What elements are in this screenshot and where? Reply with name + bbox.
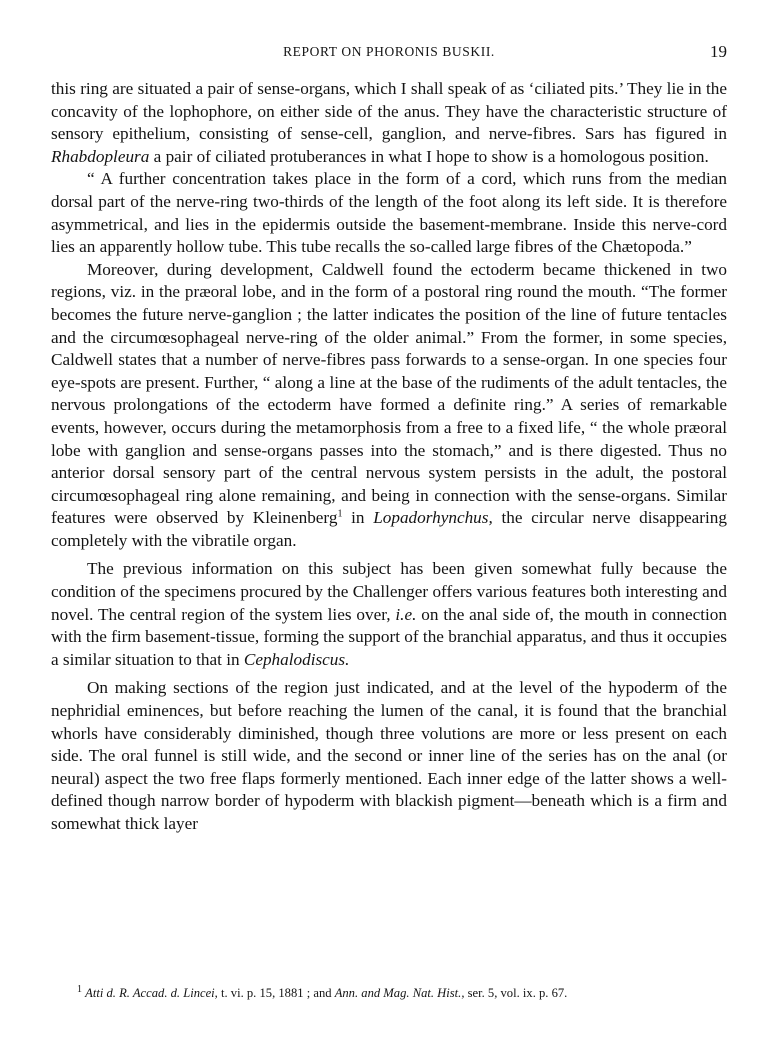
paragraph-4: The previous information on this subject has been given somewhat fully because the condition of the specimens procured by the Challenger offers various features both interesting and novel. The central region of the system lies over, i.e. on the anal side of, the mouth in connection with the firm basement-tissue, forming the support of the branchial apparatus, and thus it occupies a similar situation to that in Cephalodiscus. (51, 559, 727, 669)
paragraph-1: this ring are situated a pair of sense-organs, which I shall speak of as ‘ciliated pits.’ They lie in the concavity of the lophophore, on either side of the anus. They have the characteristic structure of sensory epithelium, consisting of sense-cell, ganglion, and nerve-fibres. Sars has figured in Rhabdopleura a pair of ciliated protuberances in what I hope to show is a homologous position. (51, 79, 727, 166)
paragraph-2: “ A further concentration takes place in the form of a cord, which runs from the median dorsal part of the nerve-ring two-thirds of the length of the foot along its left side. It is therefore asymmetrical, and lies in the epidermis outside the basement-membrane. Inside this nerve-cord lies an apparently hollow tube. This tube recalls the so-called large fibres of the Chætopoda.” (51, 169, 727, 257)
page (51, 38, 727, 1000)
body-text (51, 78, 727, 836)
footnote-ref: 1 (337, 508, 343, 520)
running-title: REPORT ON PHORONIS BUSKII. (283, 44, 495, 59)
page-number: 19 (710, 42, 727, 61)
paragraph-3: Moreover, during development, Caldwell found the ectoderm became thickened in two regions, viz. in the præoral lobe, and in the form of a postoral ring round the mouth. “The former becomes the future nerve-ganglion ; the latter indicates the position of the line of future tentacles and the circumœsophageal nerve-ring of the older animal.” From the former, in some species, Caldwell states that a number of nerve-fibres pass forwards to a sense-organ. In one species four eye-spots are present. Further, “ along a line at the base of the rudiments of the adult tentacles, the nervous prolongations of the ectoderm have formed a definite ring.” A series of remarkable events, however, occurs during the metamorphosis from a free to a fixed life, “ the whole præoral lobe with ganglion and sense-organs passes into the stomach,” and is there digested. Thus no anterior dorsal sensory part of the central nervous system persists in the adult, the postoral circumœsophageal ring alone remaining, and being in connection with the sense-organs. Similar features were observed by Kleinenberg$^1$ in Lopadorhynchus, the circular nerve disappearing completely with the vibratile organ. (51, 259, 727, 550)
paragraph-5: On making sections of the region just indicated, and at the level of the hypoderm of the nephridial eminences, but before reaching the lumen of the canal, it is found that the branchial whorls have considerably diminished, though three volutions are more or less present on each side. The oral funnel is still wide, and the second or inner line of the series has on the anal (or neural) aspect the two free flaps formerly mentioned. Each inner edge of the latter shows a well-defined though narrow border of hypoderm with blackish pigment—beneath which is a firm and somewhat thick layer (51, 678, 727, 833)
page-header (51, 38, 727, 68)
footnote-marker: 1 (77, 983, 82, 995)
footnote: $^1$ Atti d. R. Accad. d. Lincei, t. vi. p. 15, 1881 ; and Ann. and Mag. Nat. Hist., ser. 5, vol. ix. p. 67. (77, 983, 568, 1000)
